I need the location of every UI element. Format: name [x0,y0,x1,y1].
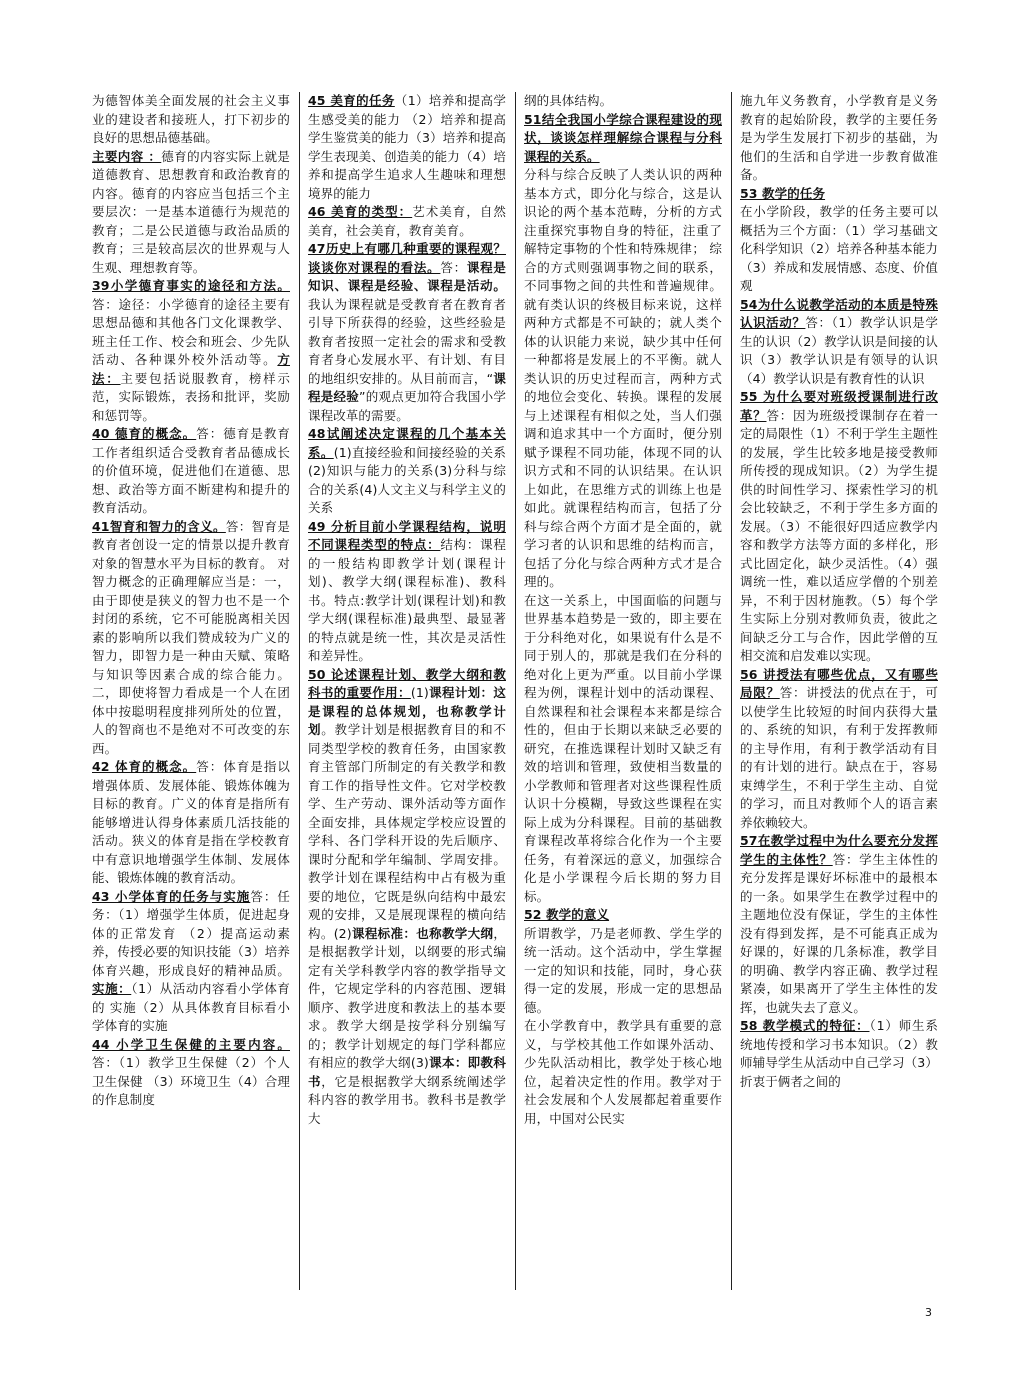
paragraph [740,832,938,1017]
document-page [92,92,940,1292]
body-text: ”的观点更加符合我国小学课程改革的需要。 [308,389,506,423]
question-heading: 50 论述课程计划、教学大纲和教科书的重要作用： [308,666,506,700]
paragraph [92,277,290,425]
question-heading: 57在教学过程中为什么要充分发挥学生的主体性？ [740,833,938,867]
question-heading: 56 讲授法有哪些优点，又有哪些局限？ [740,666,938,700]
body-text: 分科与综合反映了人类认识的两种基本方式，即分化与综合，这是认识论的两个基本范畴，分析的方式注重探究事物自身的特征，注重了解特定事物的个性和特殊规律； 综合的方式则强调事物之间的联系，不同事物之间的共性和普遍规律。就有类认识的终极目标来说，这样两种方式都是不可缺的；就人类个体的认识能力来说，缺少其中任何一种都将是发展上的不平衡。就人类认识的历史过程而言，两种方式的地位会变化、转换。课程的发展与上述课程有相似之处，当人们强调和追求其中一个方面时，便分别赋予课程不同功能，体现不同的认识方式和不同的认识结果。在认识上如此，在思维方式的训练上也是如此。就课程结构而言，包括了分科与综合两个方面才是全面的，就学习者的认识和思维的结构而言，包括了分化与综合两种方式才是合理的。 [524,167,722,589]
body-text: 答：学生主体性的充分发挥是课好坏标准中的最根本的一条。如果学生在教学过程中的主题地位没有保证，学生的主体性没有得到发挥，是不可能真正成为好课的，好课的几条标准，教学目的明确、教学内容正确、教学过程紧凑，如果离开了学生主体性的发挥，也就失去了意义。 [740,851,938,1015]
body-text: 答： [440,259,467,275]
paragraph [308,666,506,1129]
paragraph [740,203,938,296]
column-2 [308,92,506,1290]
body-text: (1) [410,685,429,700]
body-text: 施九年义务教育，小学教育是义务教育的起始阶段，教学的主要任务是为学生发展打下初步的基础，为他们的生活和自学进一步教育做准备。 [740,93,938,182]
bold-text: 课程是经验 [308,370,506,404]
paragraph [524,906,722,925]
paragraph [308,240,506,425]
question-heading: 41智育和智力的含义。 [92,518,226,534]
column-4 [740,92,938,1290]
paragraph [524,111,722,167]
body-text: 在小学阶段，教学的任务主要可以概括为三个方面：（1）学习基础文化科学知识（2）培养各种基本能力（3）养成和发展情感、态度、价值观 [740,204,938,293]
body-text: (1)直接经验和间接经验的关系(2)知识与能力的关系(3)分科与综合的关系(4)人文主义与科学主义的关系 [308,444,506,515]
paragraph [740,666,938,833]
body-text: 答：讲授法的优点在于，可以使学生比较短的时间内获得大量的、系统的知识，有利于发挥教师的主导作用，有利于教学活动有目的有计划的进行。缺点在于，容易束缚学生，不利于学生主动、自觉的学习，而且对教师个人的语言素养依赖较大。 [740,685,938,830]
bold-text: 课程计划：这是课程的总体规划，也称教学计划 [308,685,506,737]
body-text: 答：智育是教育者创设一定的情景以提升教育对象的智慧水平为目标的教育。 对智力概念的正确理解应当是：一，由于即使是狭义的智力也不是一个封闭的系统，它不可能脱离相关因素的影响所以我们赞成较为广义的智力，即智力是一种由天赋、策略与知识等因素合成的综合能力。二，即使将智力看成是一个人在团体中按聪明程度排列所处的位置，人的智商也不是绝对不可改变的东西。 [92,518,290,756]
body-text: 答：（1）教学卫生保健（2）个人卫生保健 （3）环境卫生（4）合理的作息制度 [92,1055,290,1107]
question-heading: 58 教学模式的特征： [740,1018,870,1033]
column-divider [515,92,516,1290]
question-heading: 44 小学卫生保健的主要内容。 [92,1036,290,1052]
body-text: 答：因为班级授课制存在着一定的局限性（1）不利于学生主题性的发展，学生比较多地是接受教师所传授的现成知识。（2）为学生提供的时间性学习、探索性学习的机会比较缺乏，不利于学生多方面的发展。（3）不能很好四适应教学内容和教学方法等方面的多样化，形式比固定化，缺少灵活性。（4）强调统一性，难以适应学僧的个别差异，不利于因材施教。（5）每个学生实际上分别对教师负责，彼此之间缺乏分工与合作，因此学僧的互相交流和启发难以实现。 [740,407,938,663]
body-text: 答：任务：（1）增强学生体质，促进起身体的正常发育 （2）提高运动素养，传授必要的知识技能（3）培养体育兴趣，形成良好的精神品质。 [92,888,290,978]
body-text: 答：途径：小学德育的途径主要有思想品德和其他各门文化课教学、班主任工作、校会和班会、少先队活动、各种课外校外活动等。 [92,296,290,367]
question-heading: 43 小学体育的任务与实施 [92,888,251,904]
paragraph [740,1017,938,1091]
paragraph [524,925,722,1018]
question-heading: 55 为什么要对班级授课制进行改革？ [740,389,938,423]
paragraph [308,518,506,666]
paragraph [308,92,506,203]
column-divider [299,92,300,1290]
body-text: 所谓教学，乃是老师教、学生学的统一活动。这个活动中，学生掌握一定的知识和技能，同时，身心获得一定的发展，形成一定的思想品德。 [524,925,722,1015]
bold-text: 课本：即教科书 [308,1055,506,1089]
paragraph [92,518,290,759]
question-heading: 主要内容 ： [92,148,162,164]
paragraph [92,92,290,148]
paragraph [308,203,506,240]
question-heading: 方法： [92,352,290,386]
body-text: 在小学教育中，教学具有重要的意义，与学校其他工作如课外活动、少先队活动相比，教学处于核心地位，起着决定性的作用。教学对于社会发展和个人发展都起着重要作用，中国对公民实 [524,1018,722,1126]
question-heading: 49 分析目前小学课程结构，说明不同课程类型的特点： [308,518,506,552]
column-divider [731,92,732,1290]
body-text: （1）从活动内容看小学体育的 实施（2）从具体教育目标看小学体育的实施 [92,981,290,1033]
question-heading: 53 教学的任务 [740,185,826,201]
paragraph [524,92,722,111]
question-heading: 51结全我国小学综合课程建设的现状，谈谈怎样理解综合课程与分科课程的关系。 [524,111,722,164]
body-text: ，是根据教学计划，以纲要的形式编定有关学科教学内容的教学指导文件，它规定学科的内容范围、逻辑顺序、教学进度和教法上的基本要求。教学大纲是按学科分别编写的；教学计划规定的每门学科都应有相应的教学大纲(3) [308,925,506,1070]
paragraph [92,148,290,278]
question-heading: 47历史上有哪几种重要的课程观？谈谈你对课程的看法。 [308,241,506,275]
paragraph [740,185,938,204]
paragraph [740,388,938,666]
bold-text: 课程标准：也称教学大纲 [351,925,494,941]
body-text: ，它是根据教学大纲系统阐述学科内容的教学用书。教科书是教学大 [308,1073,506,1126]
paragraph [740,296,938,389]
body-text: （1）师生系统地传授和学习书本知识。（2）教师辅导学生从活动中自己学习（3）折衷于俩者之间的 [740,1018,938,1089]
paragraph [92,1036,290,1110]
body-text: 艺术美育，自然美育，社会美育，教育美育。 [308,204,506,238]
body-text: 我认为课程就是受教育者在教育者引导下所获得的经验，这些经验是教育者按照一定社会的需求和受教育者身心发展水平、有计划、有目的地组织安排的。从目前而言，“ [308,296,506,386]
body-text: 主要包括说服教育，榜样示范，实际锻炼，表扬和批评，奖励和惩罚等。 [92,370,290,423]
paragraph [92,758,290,888]
paragraph [524,166,722,592]
question-heading: 40 德育的概念。 [92,426,197,441]
question-heading: 39小学德育事实的途径和方法。 [92,278,290,293]
column-1 [92,92,290,1290]
paragraph [92,425,290,518]
body-text: 答：体育是指以增强体质、发展体能、锻炼体魄为目标的教育。广义的体育是指所有能够增进认得身体素质几活技能的活动。狭义的体育是指在学校教育中有意识地增强学生体制、发展体能、锻炼体魄的教育活动。 [92,759,290,885]
question-heading: 42 体育的概念。 [92,759,197,774]
body-text: 德育的内容实际上就是道德教育、思想教育和政治教育的内容。德育的内容应当包括三个主要层次：一是基本道德行为规范的教育；二是公民道德与政治品质的教育；三是较高层次的世界观与人生观、理想教育等。 [92,148,290,275]
body-text: 。教学计划是根据教育目的和不同类型学校的教育任务，由国家教育主管部门所制定的有关教学和教育工作的指导性文件。它对学校教学、生产劳动、课外活动等方面作全面安排，具体规定学校应设置的学科、各门学科开设的先后顺序、课时分配和学年编制、学周安排。教学计划在课程结构中占有极为重要的地位，它既是纵向结构中最宏观的安排，又是展现课程的横向结构。(2) [308,722,506,941]
paragraph [740,92,938,185]
paragraph [524,1017,722,1128]
body-text: 答：（1）教学认识是学生的认识（2）教学认识是间接的认识（3）教学认识是有领导的认识（4）教学认识是有教育性的认识 [740,315,938,386]
body-text: 答：德育是教育工作者组织适合受教育者品德成长的价值环境，促进他们在道德、思想、政治等方面不断建构和提升的教育活动。 [92,426,290,515]
body-text: 纲的具体结构。 [524,93,613,108]
question-heading: 48试阐述决定课程的几个基本关系。 [308,426,506,460]
column-3 [524,92,722,1290]
paragraph [524,592,722,907]
question-heading: 45 美育的任务 [308,93,395,108]
question-heading: 实施： [92,981,132,996]
question-heading: 54为什么说教学活动的本质是特殊认识活动？ [740,296,938,330]
paragraph [92,888,290,1036]
question-heading: 52 教学的意义 [524,907,610,922]
body-text: 在这一关系上，中国面临的问题与世界基本趋势是一致的，即主要在于分科绝对化，如果说有什么是不同于别人的，那就是我们在分科的绝对化上更为严重。以目前小学课程为例，课程计划中的活动课程、自然课程和社会课程本来都是综合性的，但由于长期以来缺乏必要的研究，在推选课程计划时又缺乏有效的培训和管理，致使相当数量的小学教师和管理者对这些课程性质认识十分模糊，导致这些课程在实际上成为分科课程。目前的基础教育课程改革将综合化作为一个主要任务，有着深远的意义，加强综合化是小学课程今后长期的努力目标。 [524,592,722,904]
body-text: 为德智体美全面发展的社会主义事业的建设者和接班人，打下初步的良好的思想品德基础。 [92,93,290,145]
page-number: 3 [925,1306,932,1319]
body-text: （1）培养和提高学生感受美的能力 （2）培养和提高学生鉴赏美的能力（3）培养和提高学生表现美、创造美的能力（4）培养和提高学生追求人生趣味和理想境界的能力 [308,93,506,201]
question-heading: 46 美育的类型： [308,204,413,219]
paragraph [308,425,506,518]
body-text: 结构：课程的一般结构即教学计划(课程计划)、教学大纲(课程标准)、教科书。特点:教学计划(课程计划)和教学大纲(课程标准)最典型、最显著的特点就是统一性，其次是灵活性和差异性。 [308,537,506,663]
bold-text: 课程是知识、课程是经验、课程是活动。 [308,259,506,293]
